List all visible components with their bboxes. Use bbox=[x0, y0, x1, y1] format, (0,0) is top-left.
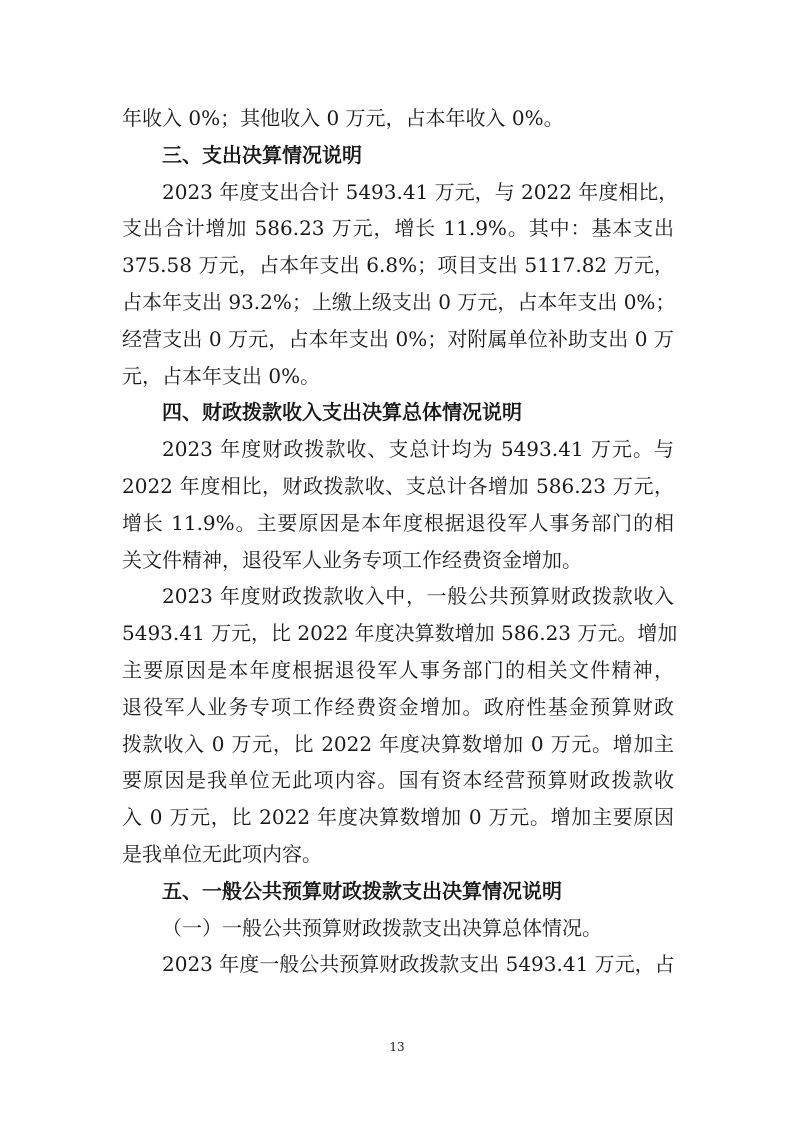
body-text-line: 拨款收入 0 万元，比 2022 年度决算数增加 0 万元。增加主 bbox=[122, 731, 674, 756]
body-text-line: 占本年支出 93.2%；上缴上级支出 0 万元，占本年支出 0%； bbox=[122, 289, 676, 314]
section-heading-expenditure: 三、支出决算情况说明 bbox=[162, 142, 362, 167]
body-text-line: 增长 11.9%。主要原因是本年度根据退役军人事务部门的相 bbox=[122, 510, 674, 535]
document-body bbox=[122, 100, 679, 983]
page-number: 13 bbox=[389, 1040, 405, 1054]
body-text-line: 关文件精神，退役军人业务专项工作经费资金增加。 bbox=[122, 547, 582, 572]
body-text-line: 2023 年度财政拨款收入中，一般公共预算财政拨款收入 bbox=[162, 584, 674, 609]
body-text-line: 主要原因是本年度根据退役军人事务部门的相关文件精神， bbox=[122, 657, 674, 682]
body-text-line: 元，占本年支出 0%。 bbox=[122, 363, 321, 388]
section-heading-general-budget: 五、一般公共预算财政拨款支出决算情况说明 bbox=[162, 878, 562, 903]
body-text-line: 入 0 万元，比 2022 年度决算数增加 0 万元。增加主要原因 bbox=[122, 805, 674, 830]
body-text-line: 2023 年度一般公共预算财政拨款支出 5493.41 万元，占 bbox=[162, 952, 675, 977]
body-text-line: 退役军人业务专项工作经费资金增加。政府性基金预算财政 bbox=[122, 694, 674, 719]
body-text-line: 支出合计增加 586.23 万元，增长 11.9%。其中：基本支出 bbox=[122, 216, 674, 241]
body-text-line: 2023 年度财政拨款收、支总计均为 5493.41 万元。与 bbox=[162, 437, 674, 462]
body-text-line: 2023 年度支出合计 5493.41 万元，与 2022 年度相比， bbox=[162, 179, 679, 204]
body-text-line: 年收入 0%；其他收入 0 万元，占本年收入 0%。 bbox=[122, 106, 564, 130]
body-text-line: 2022 年度相比，财政拨款收、支总计各增加 586.23 万元， bbox=[122, 473, 674, 498]
section-heading-fiscal-appropriation: 四、财政拨款收入支出决算总体情况说明 bbox=[162, 400, 522, 425]
body-text-line: 是我单位无此项内容。 bbox=[122, 841, 322, 866]
body-text-line: 经营支出 0 万元，占本年支出 0%；对附属单位补助支出 0 万 bbox=[122, 326, 674, 351]
body-text-line: 要原因是我单位无此项内容。国有资本经营预算财政拨款收 bbox=[122, 768, 674, 793]
body-text-line: 375.58 万元，占本年支出 6.8%；项目支出 5117.82 万元， bbox=[122, 253, 674, 278]
subsection-heading-overall: （一）一般公共预算财政拨款支出决算总体情况。 bbox=[162, 915, 602, 940]
body-text-line: 5493.41 万元，比 2022 年度决算数增加 586.23 万元。增加 bbox=[122, 621, 678, 646]
